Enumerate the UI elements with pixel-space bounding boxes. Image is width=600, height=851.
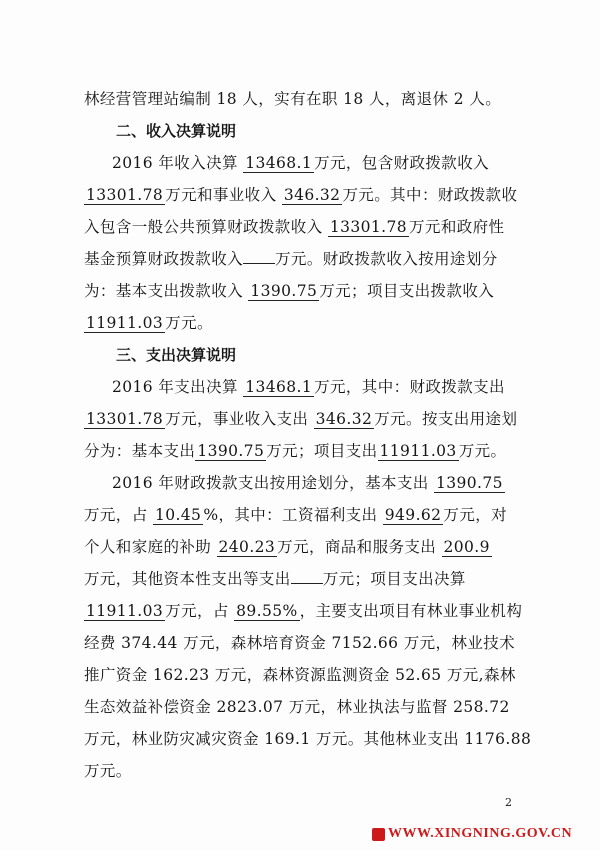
- paragraph-line: 个人和家庭的补助 240.23 万元，商品和服务支出 200.9: [84, 538, 490, 556]
- paragraph-line: 2016 年收入决算 13468.1 万元，包含财政拨款收入: [112, 154, 490, 172]
- section-heading-expense: 三、支出决算说明: [116, 346, 237, 364]
- paragraph-line: 经费 374.44 万元，森林培育资金 7152.66 万元，林业技术: [84, 634, 516, 652]
- paragraph-line: 13301.78 万元和事业收入 346.32 万元。其中：财政拨款收: [86, 186, 518, 204]
- paragraph-line: 生态效益补偿资金 2823.07 万元，林业执法与监督 258.72: [84, 698, 510, 716]
- paragraph-line: 基金预算财政拨款收入 万元。财政拨款收入按用途划分: [84, 250, 498, 268]
- blank-field: [291, 569, 323, 584]
- blank-field: [243, 249, 275, 264]
- paragraph-line: 2016 年支出决算 13468.1 万元，其中：财政拨款支出: [112, 378, 505, 396]
- paragraph-line: 推广资金 162.23 万元，森林资源监测资金 52.65 万元,森林: [84, 666, 516, 684]
- site-watermark: WWW.XINGNING.GOV.CN: [388, 826, 573, 841]
- paragraph-line: 为：基本支出拨款收入 1390.75 万元；项目支出拨款收入: [84, 282, 495, 300]
- paragraph-line: 万元，林业防灾减灾资金 169.1 万元。其他林业支出 1176.88: [84, 730, 532, 748]
- section-heading-income: 二、收入决算说明: [116, 122, 237, 140]
- paragraph-line: 11911.03 万元，占 89.55% ，主要支出项目有林业事业机构: [86, 602, 523, 620]
- paragraph-line: 11911.03 万元。: [86, 314, 213, 332]
- paragraph-line: 万元。: [84, 762, 132, 780]
- paragraph-line: 13301.78 万元，事业收入支出 346.32 万元。按支出用途划: [86, 410, 518, 428]
- paragraph-line: 分为：基本支出 1390.75 万元；项目支出 11911.03 万元。: [84, 442, 507, 460]
- paragraph-line: 入包含一般公共预算财政拨款收入 13301.78 万元和政府性: [84, 218, 505, 236]
- site-logo-icon: [372, 828, 385, 841]
- page-number: 2: [505, 796, 512, 809]
- paragraph-line: 林经营管理站编制 18 人，实有在职 18 人，离退休 2 人。: [84, 90, 502, 108]
- paragraph-line: 万元，占 10.45 %，其中：工资福利支出 949.62 万元，对: [84, 506, 508, 524]
- paragraph-line: 万元，其他资本性支出等支出 万元；项目支出决算: [84, 570, 466, 588]
- paragraph-line: 2016 年财政拨款支出按用途划分，基本支出 1390.75: [112, 474, 503, 492]
